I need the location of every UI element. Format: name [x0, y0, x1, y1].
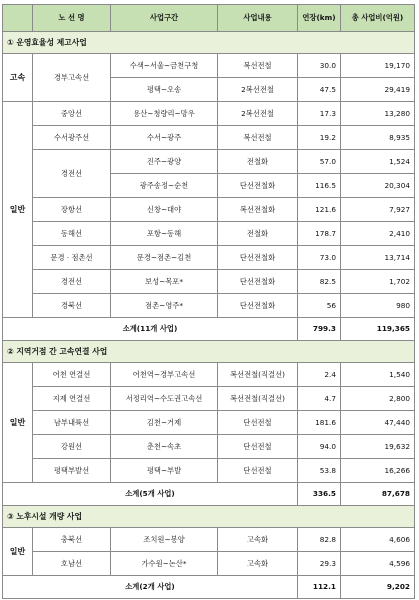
- category-cell: 고속: [3, 54, 33, 102]
- cost-cell: 4,606: [341, 528, 415, 552]
- subtotal-length: 336.5: [298, 483, 341, 506]
- length-cell: 178.7: [298, 222, 341, 246]
- content-cell: 고속화: [218, 552, 298, 576]
- segment-cell: 수색~서울~금천구청: [111, 54, 218, 78]
- header-row: [3, 5, 415, 32]
- table-row: [3, 102, 415, 126]
- route-cell: 중앙선: [33, 102, 111, 126]
- header-content: 사업내용: [218, 5, 298, 32]
- cost-cell: 2,800: [341, 387, 415, 411]
- category-cell: 일반: [3, 363, 33, 483]
- route-cell: 경전선: [33, 150, 111, 198]
- content-cell: 2복선전철: [218, 78, 298, 102]
- subtotal-cost: 87,678: [341, 483, 415, 506]
- route-cell: 지제 연결선: [33, 387, 111, 411]
- route-cell: 문경 · 점촌선: [33, 246, 111, 270]
- content-cell: 복선전철: [218, 54, 298, 78]
- content-cell: 2복선전철: [218, 102, 298, 126]
- table-row: [3, 126, 415, 150]
- cost-cell: 980: [341, 294, 415, 318]
- segment-cell: 광주송정~순천: [111, 174, 218, 198]
- length-cell: 121.6: [298, 198, 341, 222]
- cost-cell: 20,304: [341, 174, 415, 198]
- cost-cell: 19,632: [341, 435, 415, 459]
- segment-cell: 신창~대야: [111, 198, 218, 222]
- table-row: [3, 411, 415, 435]
- segment-cell: 평택~오송: [111, 78, 218, 102]
- route-cell: 남부내륙선: [33, 411, 111, 435]
- route-cell: 경전선: [33, 270, 111, 294]
- route-cell: 동해선: [33, 222, 111, 246]
- segment-cell: 조치원~봉양: [111, 528, 218, 552]
- route-cell: 경북선: [33, 294, 111, 318]
- subtotal-label: 소계(11개 사업): [3, 318, 298, 341]
- segment-cell: 포항~동해: [111, 222, 218, 246]
- cost-cell: 4,596: [341, 552, 415, 576]
- length-cell: 116.5: [298, 174, 341, 198]
- route-cell: 평택부발선: [33, 459, 111, 483]
- table-row: [3, 552, 415, 576]
- segment-cell: 가수원~논산*: [111, 552, 218, 576]
- table-row: [3, 198, 415, 222]
- content-cell: 단선전철: [218, 411, 298, 435]
- content-cell: 복선전철: [218, 126, 298, 150]
- section-title-row: [3, 506, 415, 528]
- cost-cell: 13,714: [341, 246, 415, 270]
- route-cell: 호남선: [33, 552, 111, 576]
- length-cell: 17.3: [298, 102, 341, 126]
- table-row: [3, 459, 415, 483]
- railway-projects-table: [2, 4, 415, 599]
- segment-cell: 진주~광양: [111, 150, 218, 174]
- content-cell: 복선전철(직결선): [218, 363, 298, 387]
- table-row: [3, 528, 415, 552]
- table-row: [3, 294, 415, 318]
- cost-cell: 19,170: [341, 54, 415, 78]
- segment-cell: 김천~거제: [111, 411, 218, 435]
- segment-cell: 어천역~경부고속선: [111, 363, 218, 387]
- segment-cell: 평택~부발: [111, 459, 218, 483]
- route-cell: 경부고속선: [33, 54, 111, 102]
- segment-cell: 서정리역~수도권고속선: [111, 387, 218, 411]
- cost-cell: 2,410: [341, 222, 415, 246]
- cost-cell: 8,935: [341, 126, 415, 150]
- cost-cell: 1,702: [341, 270, 415, 294]
- length-cell: 53.8: [298, 459, 341, 483]
- cost-cell: 13,280: [341, 102, 415, 126]
- length-cell: 30.0: [298, 54, 341, 78]
- segment-cell: 수서~광주: [111, 126, 218, 150]
- cost-cell: 29,419: [341, 78, 415, 102]
- segment-cell: 문경~점촌~김천: [111, 246, 218, 270]
- header-cost: 총 사업비(억원): [341, 5, 415, 32]
- route-cell: 어천 연결선: [33, 363, 111, 387]
- table-row: [3, 270, 415, 294]
- route-cell: 강원선: [33, 435, 111, 459]
- segment-cell: 용산~청량리~망우: [111, 102, 218, 126]
- table-row: [3, 150, 415, 174]
- route-cell: 수서광주선: [33, 126, 111, 150]
- cost-cell: 7,927: [341, 198, 415, 222]
- table-row: [3, 363, 415, 387]
- subtotal-label: 소계(2개 사업): [3, 576, 298, 599]
- content-cell: 단선전철화: [218, 174, 298, 198]
- length-cell: 29.3: [298, 552, 341, 576]
- header-segment: 사업구간: [111, 5, 218, 32]
- section-title-row: [3, 32, 415, 54]
- header-category: [3, 5, 33, 32]
- cost-cell: 47,440: [341, 411, 415, 435]
- category-cell: 일반: [3, 528, 33, 576]
- table-row: [3, 387, 415, 411]
- content-cell: 고속화: [218, 528, 298, 552]
- section-title: ③ 노후시설 개량 사업: [3, 506, 415, 528]
- length-cell: 57.0: [298, 150, 341, 174]
- cost-cell: 16,266: [341, 459, 415, 483]
- content-cell: 전철화: [218, 222, 298, 246]
- cost-cell: 1,524: [341, 150, 415, 174]
- category-cell: 일반: [3, 102, 33, 318]
- length-cell: 56: [298, 294, 341, 318]
- length-cell: 4.7: [298, 387, 341, 411]
- length-cell: 94.0: [298, 435, 341, 459]
- subtotal-row: [3, 318, 415, 341]
- content-cell: 단선전철화: [218, 270, 298, 294]
- segment-cell: 춘천~속초: [111, 435, 218, 459]
- subtotal-label: 소계(5개 사업): [3, 483, 298, 506]
- subtotal-cost: 9,202: [341, 576, 415, 599]
- length-cell: 82.5: [298, 270, 341, 294]
- length-cell: 73.0: [298, 246, 341, 270]
- section-title: ② 지역거점 간 고속연결 사업: [3, 341, 415, 363]
- header-length: 연장(km): [298, 5, 341, 32]
- subtotal-length: 112.1: [298, 576, 341, 599]
- table-row: [3, 246, 415, 270]
- table-row: [3, 435, 415, 459]
- subtotal-row: [3, 576, 415, 599]
- content-cell: 단선전철화: [218, 294, 298, 318]
- length-cell: 2.4: [298, 363, 341, 387]
- segment-cell: 점촌~영주*: [111, 294, 218, 318]
- length-cell: 82.8: [298, 528, 341, 552]
- length-cell: 47.5: [298, 78, 341, 102]
- content-cell: 단선전철: [218, 459, 298, 483]
- length-cell: 181.6: [298, 411, 341, 435]
- content-cell: 단선전철: [218, 435, 298, 459]
- segment-cell: 보성~목포*: [111, 270, 218, 294]
- route-cell: 충북선: [33, 528, 111, 552]
- header-route: 노 선 명: [33, 5, 111, 32]
- length-cell: 19.2: [298, 126, 341, 150]
- content-cell: 복선전철(직결선): [218, 387, 298, 411]
- route-cell: 장항선: [33, 198, 111, 222]
- subtotal-row: [3, 483, 415, 506]
- subtotal-cost: 119,365: [341, 318, 415, 341]
- section-title: ① 운영효율성 제고사업: [3, 32, 415, 54]
- content-cell: 단선전철화: [218, 246, 298, 270]
- content-cell: 전철화: [218, 150, 298, 174]
- table-row: [3, 222, 415, 246]
- section-title-row: [3, 341, 415, 363]
- table-row: [3, 54, 415, 78]
- content-cell: 복선전철화: [218, 198, 298, 222]
- subtotal-length: 799.3: [298, 318, 341, 341]
- cost-cell: 1,540: [341, 363, 415, 387]
